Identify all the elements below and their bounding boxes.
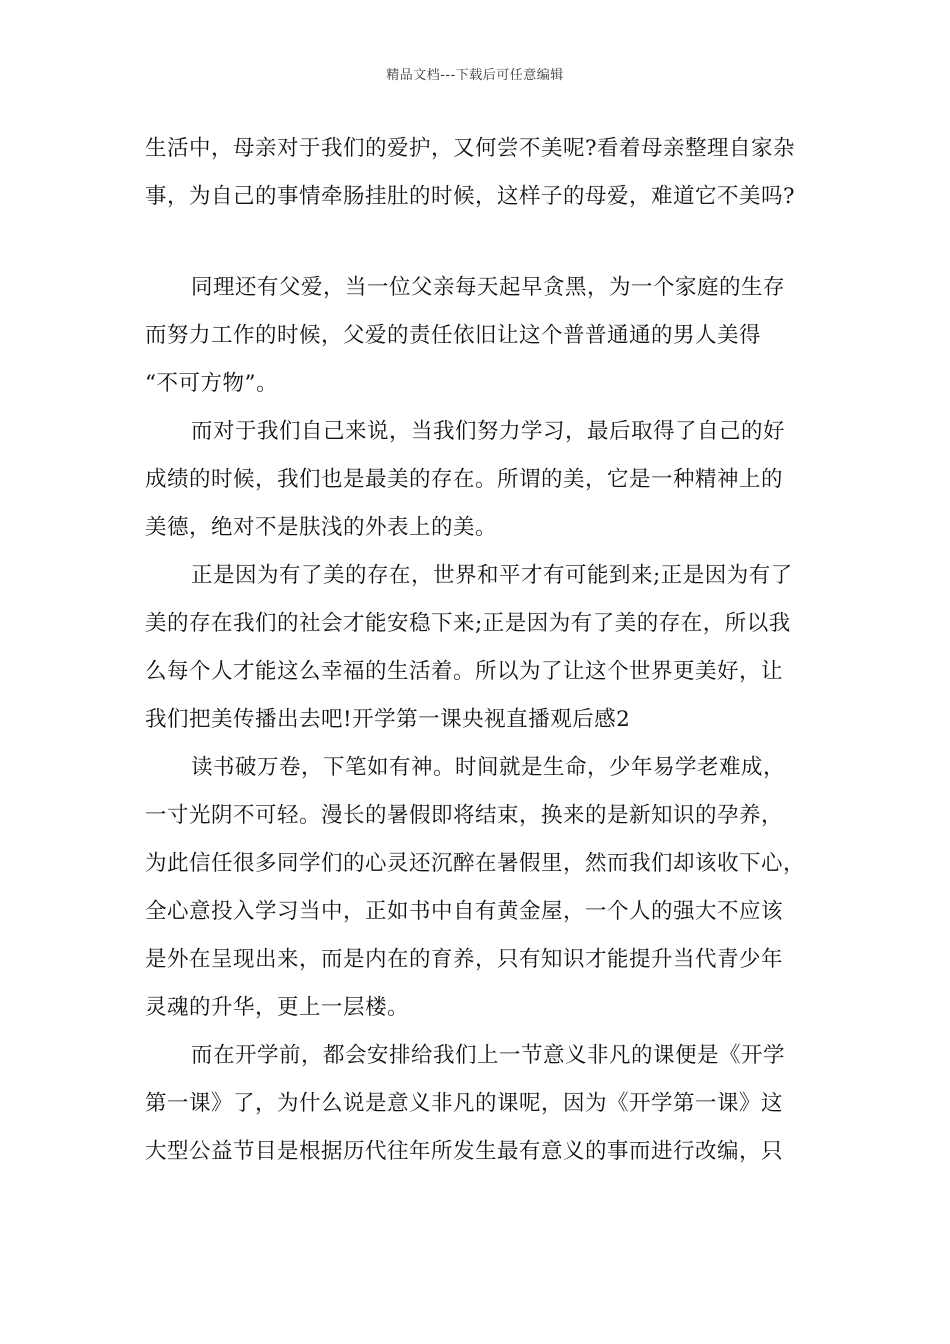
- text-line: 正是因为有了美的存在，世界和平才有可能到来;正是因为有了: [191, 563, 793, 588]
- text-line: 事，为自己的事情牵肠挂肚的时候，这样子的母爱，难道它不美吗?: [145, 184, 796, 209]
- text-line: 生活中，母亲对于我们的爱护，又何尝不美呢?看着母亲整理自家杂: [145, 136, 796, 161]
- text-line: 我们把美传播出去吧!开学第一课央视直播观后感2: [145, 707, 631, 732]
- paragraph-5: [145, 744, 815, 1032]
- text-line: 第一课》了，为什么说是意义非凡的课呢，因为《开学第一课》这: [145, 1091, 784, 1116]
- text-line: 是外在呈现出来，而是内在的育养，只有知识才能提升当代青少年: [145, 947, 784, 972]
- paragraph-6: [145, 1032, 815, 1176]
- text-line: 而在开学前，都会安排给我们上一节意义非凡的课便是《开学: [191, 1043, 786, 1068]
- text-line: 大型公益节目是根据历代往年所发生最有意义的事而进行改编，只: [145, 1139, 784, 1164]
- text-line: “不可方物”。: [145, 371, 278, 396]
- document-body: [145, 125, 815, 1176]
- paragraph-gap: [145, 221, 815, 264]
- text-line: 美的存在我们的社会才能安稳下来;正是因为有了美的存在，所以我: [145, 611, 791, 636]
- text-line: 灵魂的升华，更上一层楼。: [145, 995, 410, 1020]
- text-line: 么每个人才能这么幸福的生活着。所以为了让这个世界更美好，让: [145, 659, 784, 684]
- paragraph-4: [145, 552, 815, 744]
- paragraph-2: [145, 264, 815, 408]
- text-line: 为此信任很多同学们的心灵还沉醉在暑假里，然而我们却该收下心，: [145, 851, 806, 876]
- page-header: 精品文档---下载后可任意编辑: [386, 68, 564, 83]
- text-line: 美德，绝对不是肤浅的外表上的美。: [145, 515, 498, 540]
- text-line: 而对于我们自己来说，当我们努力学习，最后取得了自己的好: [191, 419, 786, 444]
- paragraph-1: [145, 125, 815, 221]
- text-line: 同理还有父爱，当一位父亲每天起早贪黑，为一个家庭的生存: [191, 275, 786, 300]
- paragraph-3: [145, 408, 815, 552]
- text-line: 而努力工作的时候，父爱的责任依旧让这个普普通通的男人美得: [145, 323, 762, 348]
- text-line: 读书破万卷，下笔如有神。时间就是生命，少年易学老难成，: [191, 755, 786, 780]
- text-line: 成绩的时候，我们也是最美的存在。所谓的美，它是一种精神上的: [145, 467, 784, 492]
- text-line: 一寸光阴不可轻。漫长的暑假即将结束，换来的是新知识的孕养，: [145, 803, 784, 828]
- text-line: 全心意投入学习当中，正如书中自有黄金屋，一个人的强大不应该: [145, 899, 784, 924]
